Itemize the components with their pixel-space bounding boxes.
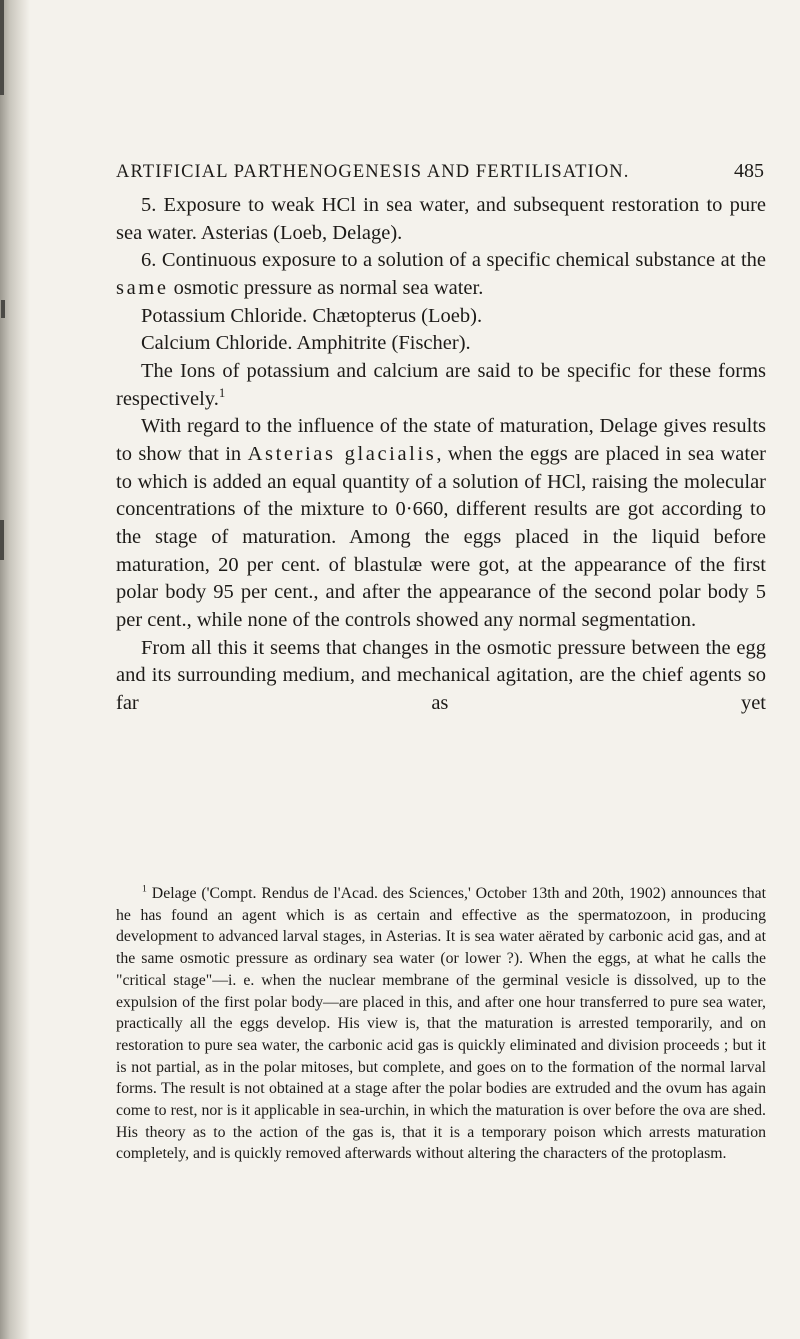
footnote-text: Delage ('Compt. Rendus de l'Acad. des Sciences,' October 13th and 20th, 1902) announces that he has found an agent which is as certain and effective as the spermatozoon, in producing development to advanced larval stages, in Asterias. It is sea water aërated by carbonic acid gas, and at the same osmotic pressure as ordinary sea water (or lower ?). When the eggs, at what he calls the "critical stage"—i. e. when the nuclear membrane of the germinal vesicle is dissolved, up to the expulsion of the first polar body—are placed in this, and after one hour transferred to pure sea water, practically all the eggs develop. His view is, that the maturation is arrested temporarily, and on restoration to pure sea water, the carbonic acid gas is quickly eliminated and division proceeds ; but it is not partial, as in the polar mitoses, but complete, and goes on to the formation of the normal larval forms. The result is not obtained at a stage after the polar bodies are extruded and the ovum has again come to rest, nor is it applicable in sea-urchin, in which the maturation is over before the ova are shed. His theory as to the action of the gas is, that it is a temporary poison which arrests maturation completely, and is quickly removed afterwards without altering the characters of the protoplasm.	[116, 885, 766, 1163]
footnotes	[116, 883, 766, 1165]
ions-text: The Ions of potassium and calcium are said to be specific for these forms respectively.	[116, 359, 766, 410]
species-name: Asterias glacialis	[247, 442, 437, 465]
paragraph-potassium: Potassium Chloride. Chætopterus (Loeb).	[141, 304, 483, 327]
maturation-text-end: , when the eggs are placed in sea water to which is added an equal quantity of a solution of HCl, raising the molecular concentrations of the mixture to 0·660, different results are got according to the stage of maturation. Among the eggs placed in the liquid before maturation, 20 per cent. of blastulæ were got, at the appearance of the first polar body 95 per cent., and after the appearance of the second polar body 5 per cent., while none of the controls showed any normal segmentation.	[116, 442, 766, 631]
paragraph-maturation	[116, 413, 766, 634]
footnote-marker: 1	[142, 883, 147, 895]
main-text	[116, 192, 766, 717]
running-title: ARTIFICIAL PARTHENOGENESIS AND FERTILISATION.	[116, 162, 630, 182]
running-header	[116, 160, 764, 188]
maturation-text-start: With regard to the influence of the state of maturation, Delage gives results to show that in	[116, 415, 766, 465]
paragraph-conclusion: From all this it seems that changes in the osmotic pressure between the egg and its surrounding medium, and mechanical agitation, are the chief agents so far as yet	[116, 636, 766, 714]
paragraph-item-6	[116, 247, 766, 302]
emphasis-same: same	[116, 276, 169, 299]
paragraph-item-6-start: 6. Continuous exposure to a solution of a specific chemical substance at the	[141, 249, 766, 272]
paragraph-ions	[116, 358, 766, 413]
footnote-reference: 1	[218, 385, 226, 400]
paragraph-item-6-end: osmotic pressure as normal sea water.	[168, 276, 484, 299]
page-number: 485	[734, 160, 764, 182]
footnote-1	[116, 883, 766, 1165]
paragraph-calcium: Calcium Chloride. Amphitrite (Fischer).	[141, 332, 471, 355]
paragraph-item-5: 5. Exposure to weak HCl in sea water, and subsequent restoration to pure sea water. Asterias (Loeb, Delage).	[116, 194, 766, 244]
